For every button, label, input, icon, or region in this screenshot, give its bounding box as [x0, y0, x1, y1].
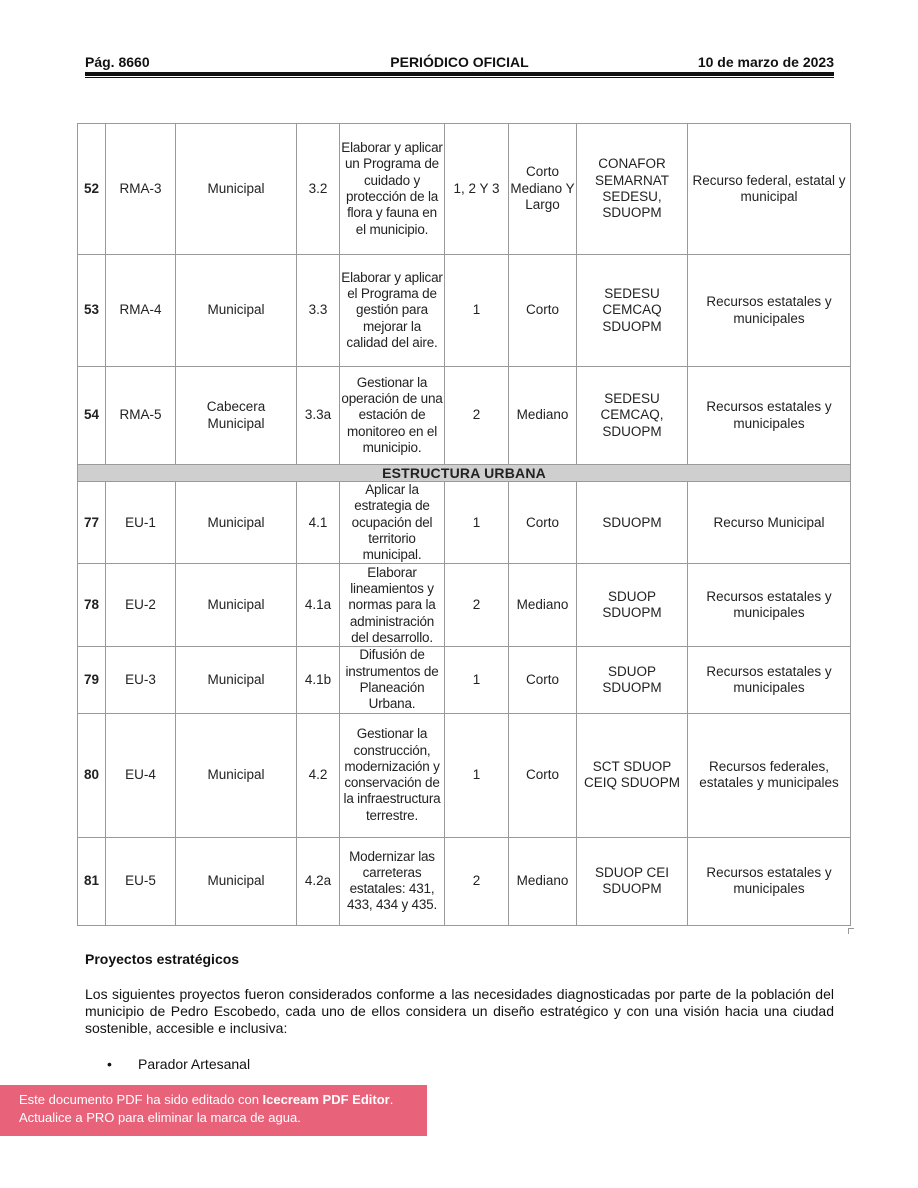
row-number: 77 — [78, 482, 106, 564]
row-funding: Recursos estatales y municipales — [688, 647, 851, 713]
row-code: EU-1 — [106, 482, 176, 564]
body-paragraph: Los siguientes proyectos fueron considerados conforme a las necesidades diagnosticadas por parte de la población del municipio de Pedro Escobedo, cada uno de ellos considera un diseño estratégico y con una visión hacia una ciudad sostenible, accesible e inclusiva: — [85, 986, 834, 1036]
bullet-icon: • — [107, 1056, 112, 1072]
watermark-line-1 — [19, 1091, 427, 1109]
row-ref: 4.1a — [297, 564, 340, 647]
publication-date: 10 de marzo de 2023 — [697, 54, 834, 70]
row-funding: Recursos estatales y municipales — [688, 255, 851, 367]
row-agencies: SEDESU CEMCAQ, SDUOPM — [577, 367, 688, 465]
table-row — [78, 837, 851, 925]
watermark-text: Este documento PDF ha sido editado con — [19, 1092, 263, 1107]
row-funding: Recursos estatales y municipales — [688, 837, 851, 925]
row-action: Modernizar las carreteras estatales: 431, 433, 434 y 435. — [340, 837, 445, 925]
row-action: Elaborar y aplicar un Programa de cuidado y protección de la flora y fauna en el municipio. — [340, 124, 445, 255]
row-priority: 2 — [445, 837, 509, 925]
row-action: Gestionar la operación de una estación de monitoreo en el municipio. — [340, 367, 445, 465]
row-agencies: SDUOPM — [577, 482, 688, 564]
table-row — [78, 255, 851, 367]
row-code: EU-4 — [106, 713, 176, 837]
page-header — [85, 52, 834, 72]
row-ref: 4.1 — [297, 482, 340, 564]
row-code: RMA-4 — [106, 255, 176, 367]
row-code: EU-3 — [106, 647, 176, 713]
actions-table — [77, 123, 851, 926]
row-action: Gestionar la construcción, modernización y conservación de la infraestructura terrestre. — [340, 713, 445, 837]
row-scope: Municipal — [176, 713, 297, 837]
row-priority: 1 — [445, 713, 509, 837]
watermark-banner[interactable] — [0, 1085, 427, 1136]
row-code: EU-2 — [106, 564, 176, 647]
watermark-line-2: Actualice a PRO para eliminar la marca de agua. — [19, 1110, 301, 1125]
row-agencies: SEDESU CEMCAQ SDUOPM — [577, 255, 688, 367]
row-ref: 4.2a — [297, 837, 340, 925]
row-ref: 4.2 — [297, 713, 340, 837]
row-funding: Recursos estatales y municipales — [688, 367, 851, 465]
watermark-brand: Icecream PDF Editor — [262, 1092, 390, 1107]
table-row — [78, 564, 851, 647]
row-ref: 3.2 — [297, 124, 340, 255]
row-action: Elaborar lineamientos y normas para la administración del desarrollo. — [340, 564, 445, 647]
row-scope: Cabecera Municipal — [176, 367, 297, 465]
table-row — [78, 713, 851, 837]
row-scope: Municipal — [176, 255, 297, 367]
watermark-period: . — [389, 1092, 394, 1107]
row-code: RMA-5 — [106, 367, 176, 465]
row-priority: 2 — [445, 367, 509, 465]
row-ref: 4.1b — [297, 647, 340, 713]
row-agencies: CONAFOR SEMARNAT SEDESU, SDUOPM — [577, 124, 688, 255]
row-action: Aplicar la estrategia de ocupación del territorio municipal. — [340, 482, 445, 564]
row-agencies: SDUOP CEI SDUOPM — [577, 837, 688, 925]
row-ref: 3.3 — [297, 255, 340, 367]
row-scope: Municipal — [176, 564, 297, 647]
row-funding: Recursos federales, estatales y municipales — [688, 713, 851, 837]
row-term: Mediano — [509, 837, 577, 925]
row-term: Mediano — [509, 564, 577, 647]
row-term: Corto — [509, 255, 577, 367]
row-agencies: SCT SDUOP CEIQ SDUOPM — [577, 713, 688, 837]
row-number: 81 — [78, 837, 106, 925]
row-ref: 3.3a — [297, 367, 340, 465]
row-number: 52 — [78, 124, 106, 255]
row-priority: 1 — [445, 647, 509, 713]
row-term: Corto — [509, 713, 577, 837]
row-scope: Municipal — [176, 124, 297, 255]
list-item — [107, 1056, 250, 1072]
table-row — [78, 124, 851, 255]
row-priority: 1 — [445, 255, 509, 367]
table-row — [78, 367, 851, 465]
header-rule-thin — [85, 77, 834, 78]
row-term: Corto Mediano Y Largo — [509, 124, 577, 255]
table-row — [78, 482, 851, 564]
row-number: 53 — [78, 255, 106, 367]
row-scope: Municipal — [176, 482, 297, 564]
row-funding: Recurso Municipal — [688, 482, 851, 564]
row-action: Difusión de instrumentos de Planeación Urbana. — [340, 647, 445, 713]
row-term: Corto — [509, 482, 577, 564]
page-number: Pág. 8660 — [85, 54, 150, 70]
row-scope: Municipal — [176, 837, 297, 925]
publication-title: PERIÓDICO OFICIAL — [390, 54, 529, 70]
row-agencies: SDUOP SDUOPM — [577, 647, 688, 713]
row-code: EU-5 — [106, 837, 176, 925]
row-priority: 1, 2 Y 3 — [445, 124, 509, 255]
table-corner-mark — [848, 928, 854, 934]
header-rule-thick — [85, 72, 834, 76]
section-title: Proyectos estratégicos — [85, 951, 240, 967]
row-number: 54 — [78, 367, 106, 465]
row-term: Corto — [509, 647, 577, 713]
row-priority: 1 — [445, 482, 509, 564]
section-label: ESTRUCTURA URBANA — [78, 465, 851, 482]
row-agencies: SDUOP SDUOPM — [577, 564, 688, 647]
row-term: Mediano — [509, 367, 577, 465]
row-number: 80 — [78, 713, 106, 837]
row-number: 79 — [78, 647, 106, 713]
row-funding: Recursos estatales y municipales — [688, 564, 851, 647]
row-scope: Municipal — [176, 647, 297, 713]
row-code: RMA-3 — [106, 124, 176, 255]
row-funding: Recurso federal, estatal y municipal — [688, 124, 851, 255]
row-number: 78 — [78, 564, 106, 647]
row-action: Elaborar y aplicar el Programa de gestión para mejorar la calidad del aire. — [340, 255, 445, 367]
row-priority: 2 — [445, 564, 509, 647]
table-row — [78, 647, 851, 713]
section-row — [78, 465, 851, 482]
list-item-label: Parador Artesanal — [138, 1056, 251, 1072]
